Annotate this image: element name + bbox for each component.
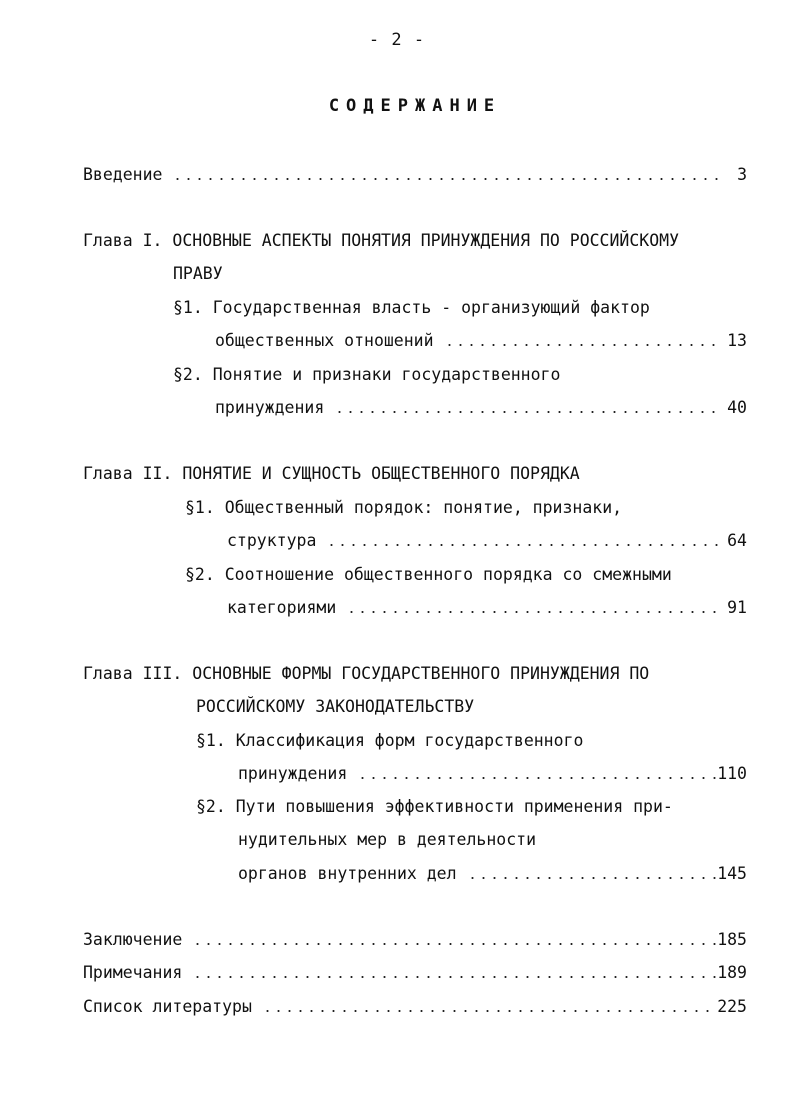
toc-label: общественных отношений (215, 331, 434, 350)
dot-leader (467, 877, 717, 879)
toc-page-number: 110 (717, 764, 747, 783)
section-title: §2. Понятие и признаки государственного (173, 365, 561, 384)
toc-page-number: 189 (717, 963, 747, 982)
toc-entry-section (227, 530, 747, 552)
toc-page-number: 91 (727, 598, 747, 617)
page-title: СОДЕРЖАНИЕ (328, 96, 502, 116)
toc-page-number: 64 (727, 531, 747, 550)
chapter-heading: Глава I. ОСНОВНЫЕ АСПЕКТЫ ПОНЯТИЯ ПРИНУЖДЕНИЯ ПО РОССИЙСКОМУ (83, 231, 680, 250)
section-title: §2. Пути повышения эффективности применения при- (196, 797, 673, 816)
toc-label: структура (227, 531, 317, 550)
chapter-heading-cont: ПРАВУ (173, 264, 223, 283)
toc-page-number: 13 (727, 331, 747, 350)
toc-page-number: 185 (717, 930, 747, 949)
section-title: §2. Соотношение общественного порядка со смежными (185, 565, 672, 584)
toc-label: принуждения (238, 764, 348, 783)
toc-entry-intro (83, 164, 747, 186)
toc-label: Примечания (83, 963, 183, 982)
toc-page-number: 3 (737, 165, 747, 184)
dot-leader (346, 611, 719, 613)
toc-entry-bibliography (83, 996, 747, 1018)
chapter-heading: Глава II. ПОНЯТИЕ И СУЩНОСТЬ ОБЩЕСТВЕННОГО ПОРЯДКА (83, 464, 580, 483)
toc-entry-section (215, 330, 747, 352)
toc-entry-notes (83, 962, 747, 984)
toc-label: Введение (83, 165, 163, 184)
toc-entry-section (227, 597, 747, 619)
toc-entry-section (238, 763, 747, 785)
page-number: - 2 - (368, 30, 426, 50)
section-title-cont: нудительных мер в деятельности (238, 830, 537, 849)
toc-label: органов внутренних дел (238, 864, 457, 883)
dot-leader (326, 544, 719, 546)
toc-label: категориями (227, 598, 337, 617)
dot-leader (172, 178, 719, 180)
toc-page-number: 225 (717, 997, 747, 1016)
dot-leader (357, 777, 716, 779)
toc-entry-conclusion (83, 929, 747, 951)
dot-leader (192, 976, 716, 978)
dot-leader (334, 411, 719, 413)
dot-leader (192, 943, 716, 945)
toc-entry-section (215, 397, 747, 419)
section-title: §1. Общественный порядок: понятие, признаки, (185, 498, 623, 517)
dot-leader (262, 1010, 716, 1012)
toc-entry-section (238, 863, 747, 885)
chapter-heading: Глава III. ОСНОВНЫЕ ФОРМЫ ГОСУДАРСТВЕННОГО ПРИНУЖДЕНИЯ ПО (83, 664, 650, 683)
toc-page-number: 145 (717, 864, 747, 883)
chapter-heading-cont: РОССИЙСКОМУ ЗАКОНОДАТЕЛЬСТВУ (196, 697, 475, 716)
toc-label: принуждения (215, 398, 325, 417)
dot-leader (444, 344, 719, 346)
toc-page-number: 40 (727, 398, 747, 417)
section-title: §1. Государственная власть - организующий фактор (173, 298, 650, 317)
toc-label: Список литературы (83, 997, 252, 1016)
section-title: §1. Классификация форм государственного (196, 731, 584, 750)
toc-label: Заключение (83, 930, 183, 949)
